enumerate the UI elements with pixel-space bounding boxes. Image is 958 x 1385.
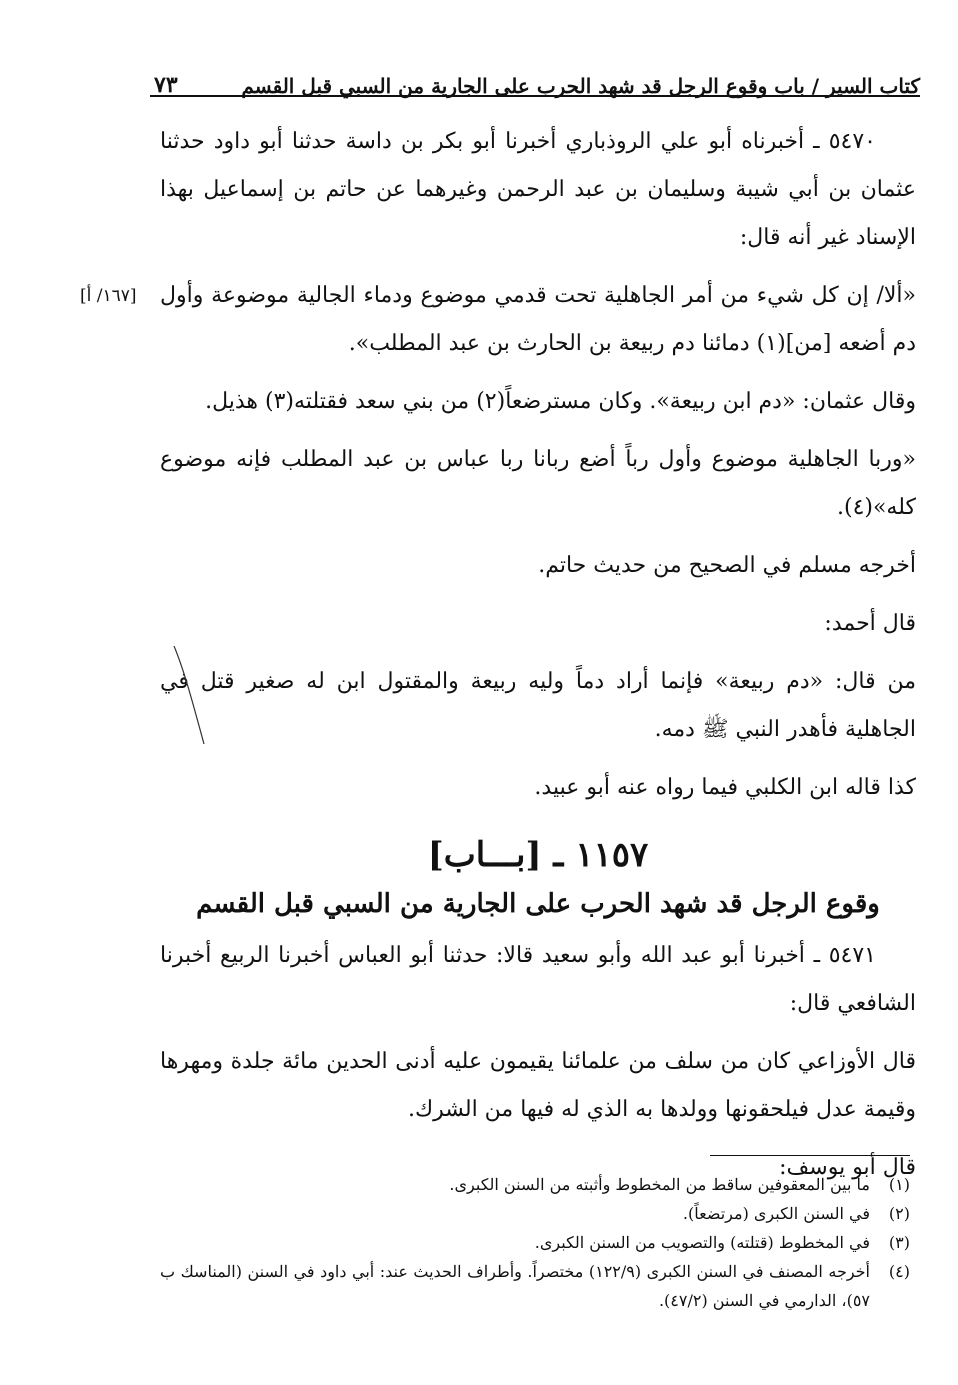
footnote-number: (٤): [888, 1262, 910, 1281]
paragraph-5470: ٥٤٧٠ ـ أخبرناه أبو علي الروذباري أخبرنا أبو بكر بن داسة حدثنا أبو داود حدثنا عثمان بن أبي شيبة وسليمان بن عبد الرحمن وغيرهما عن حاتم بن إسماعيل بهذا الإسناد غير أنه قال:: [160, 129, 916, 250]
footnote-number: (٢): [888, 1204, 910, 1223]
paragraph-awzai: قال الأوزاعي كان من سلف من علمائنا يقيمون عليه أدنى الحدين مائة جلدة ومهرها وقيمة عدل فيلحقونها وولدها به الذي له فيها من الشرك.: [160, 1049, 916, 1122]
paragraph-5471: ٥٤٧١ ـ أخبرنا أبو عبد الله وأبو سعيد قالا: حدثنا أبو العباس أخبرنا الربيع أخبرنا الشافعي قال:: [160, 943, 916, 1016]
paragraph-kalbi: كذا قاله ابن الكلبي فيما رواه عنه أبو عبيد.: [534, 775, 916, 800]
main-text: [80, 118, 916, 1202]
chapter-title: وقوع الرجل قد شهد الحرب على الجارية من السبي قبل القسم: [196, 889, 880, 919]
footnote-text: أخرجه المصنف في السنن الكبرى (١٢٢/٩) مختصراً. وأطراف الحديث عند: أبي داود في السنن (المناسك ب ٥٧)، الدارمي في السنن (٤٧/٢).: [160, 1262, 871, 1310]
footnote-rule: [710, 1155, 910, 1156]
quote-block: [80, 272, 916, 368]
footnote-number: (١): [888, 1175, 910, 1194]
paragraph-abu-yusuf: قال أبو يوسف:: [779, 1155, 916, 1180]
chapter-number: ١١٥٧ ـ [بـــاب]: [427, 835, 649, 875]
footnote-item: [160, 1228, 910, 1257]
running-header: [150, 58, 920, 98]
paragraph-muslim: أخرجه مسلم في الصحيح من حديث حاتم.: [538, 553, 916, 578]
footnotes: [160, 1170, 910, 1315]
paragraph-quote-2: «وربا الجاهلية موضوع وأول رباً أضع ربانا ربا عباس بن عبد المطلب فإنه موضوع كله»(٤).: [160, 447, 916, 520]
paragraph-uthman: وقال عثمان: «دم ابن ربيعة». وكان مسترضعاً(٢) من بني سعد فقتلته(٣) هذيل.: [205, 389, 916, 414]
book-page: [80, 40, 920, 1360]
paragraph-ahmad-label: قال أحمد:: [824, 611, 916, 636]
footnote-item: [160, 1257, 910, 1315]
footnote-text: في المخطوط (قتلته) والتصويب من السنن الكبرى.: [534, 1233, 870, 1252]
manuscript-folio-note: [١٦٧/ أ]: [80, 286, 137, 306]
footnote-text: في السنن الكبرى (مرتضعاً).: [682, 1204, 870, 1223]
header-rule: [150, 95, 920, 97]
pencil-mark: [170, 640, 210, 750]
footnote-text: ما بين المعقوفين ساقط من المخطوط وأثبته من السنن الكبرى.: [449, 1175, 870, 1194]
footnote-item: [160, 1199, 910, 1228]
footnote-number: (٣): [888, 1233, 910, 1252]
running-header-title: كتاب السير / باب وقوع الرجل قد شهد الحرب على الجارية من السبي قبل القسم: [241, 74, 920, 98]
paragraph-quote-1: «ألا/ إن كل شيء من أمر الجاهلية تحت قدمي موضوع ودماء الجالية موضوعة وأول دم أضعه [من](١) دمائنا دم ربيعة بن الحارث بن عبد المطلب».: [160, 283, 916, 356]
footnote-item: [160, 1170, 910, 1199]
paragraph-ahmad-text: من قال: «دم ربيعة» فإنما أراد دماً وليه ربيعة والمقتول ابن له صغير قتل في الجاهلية فأهدر النبي ﷺ دمه.: [160, 669, 916, 742]
page-number: ٧٣: [154, 72, 178, 98]
